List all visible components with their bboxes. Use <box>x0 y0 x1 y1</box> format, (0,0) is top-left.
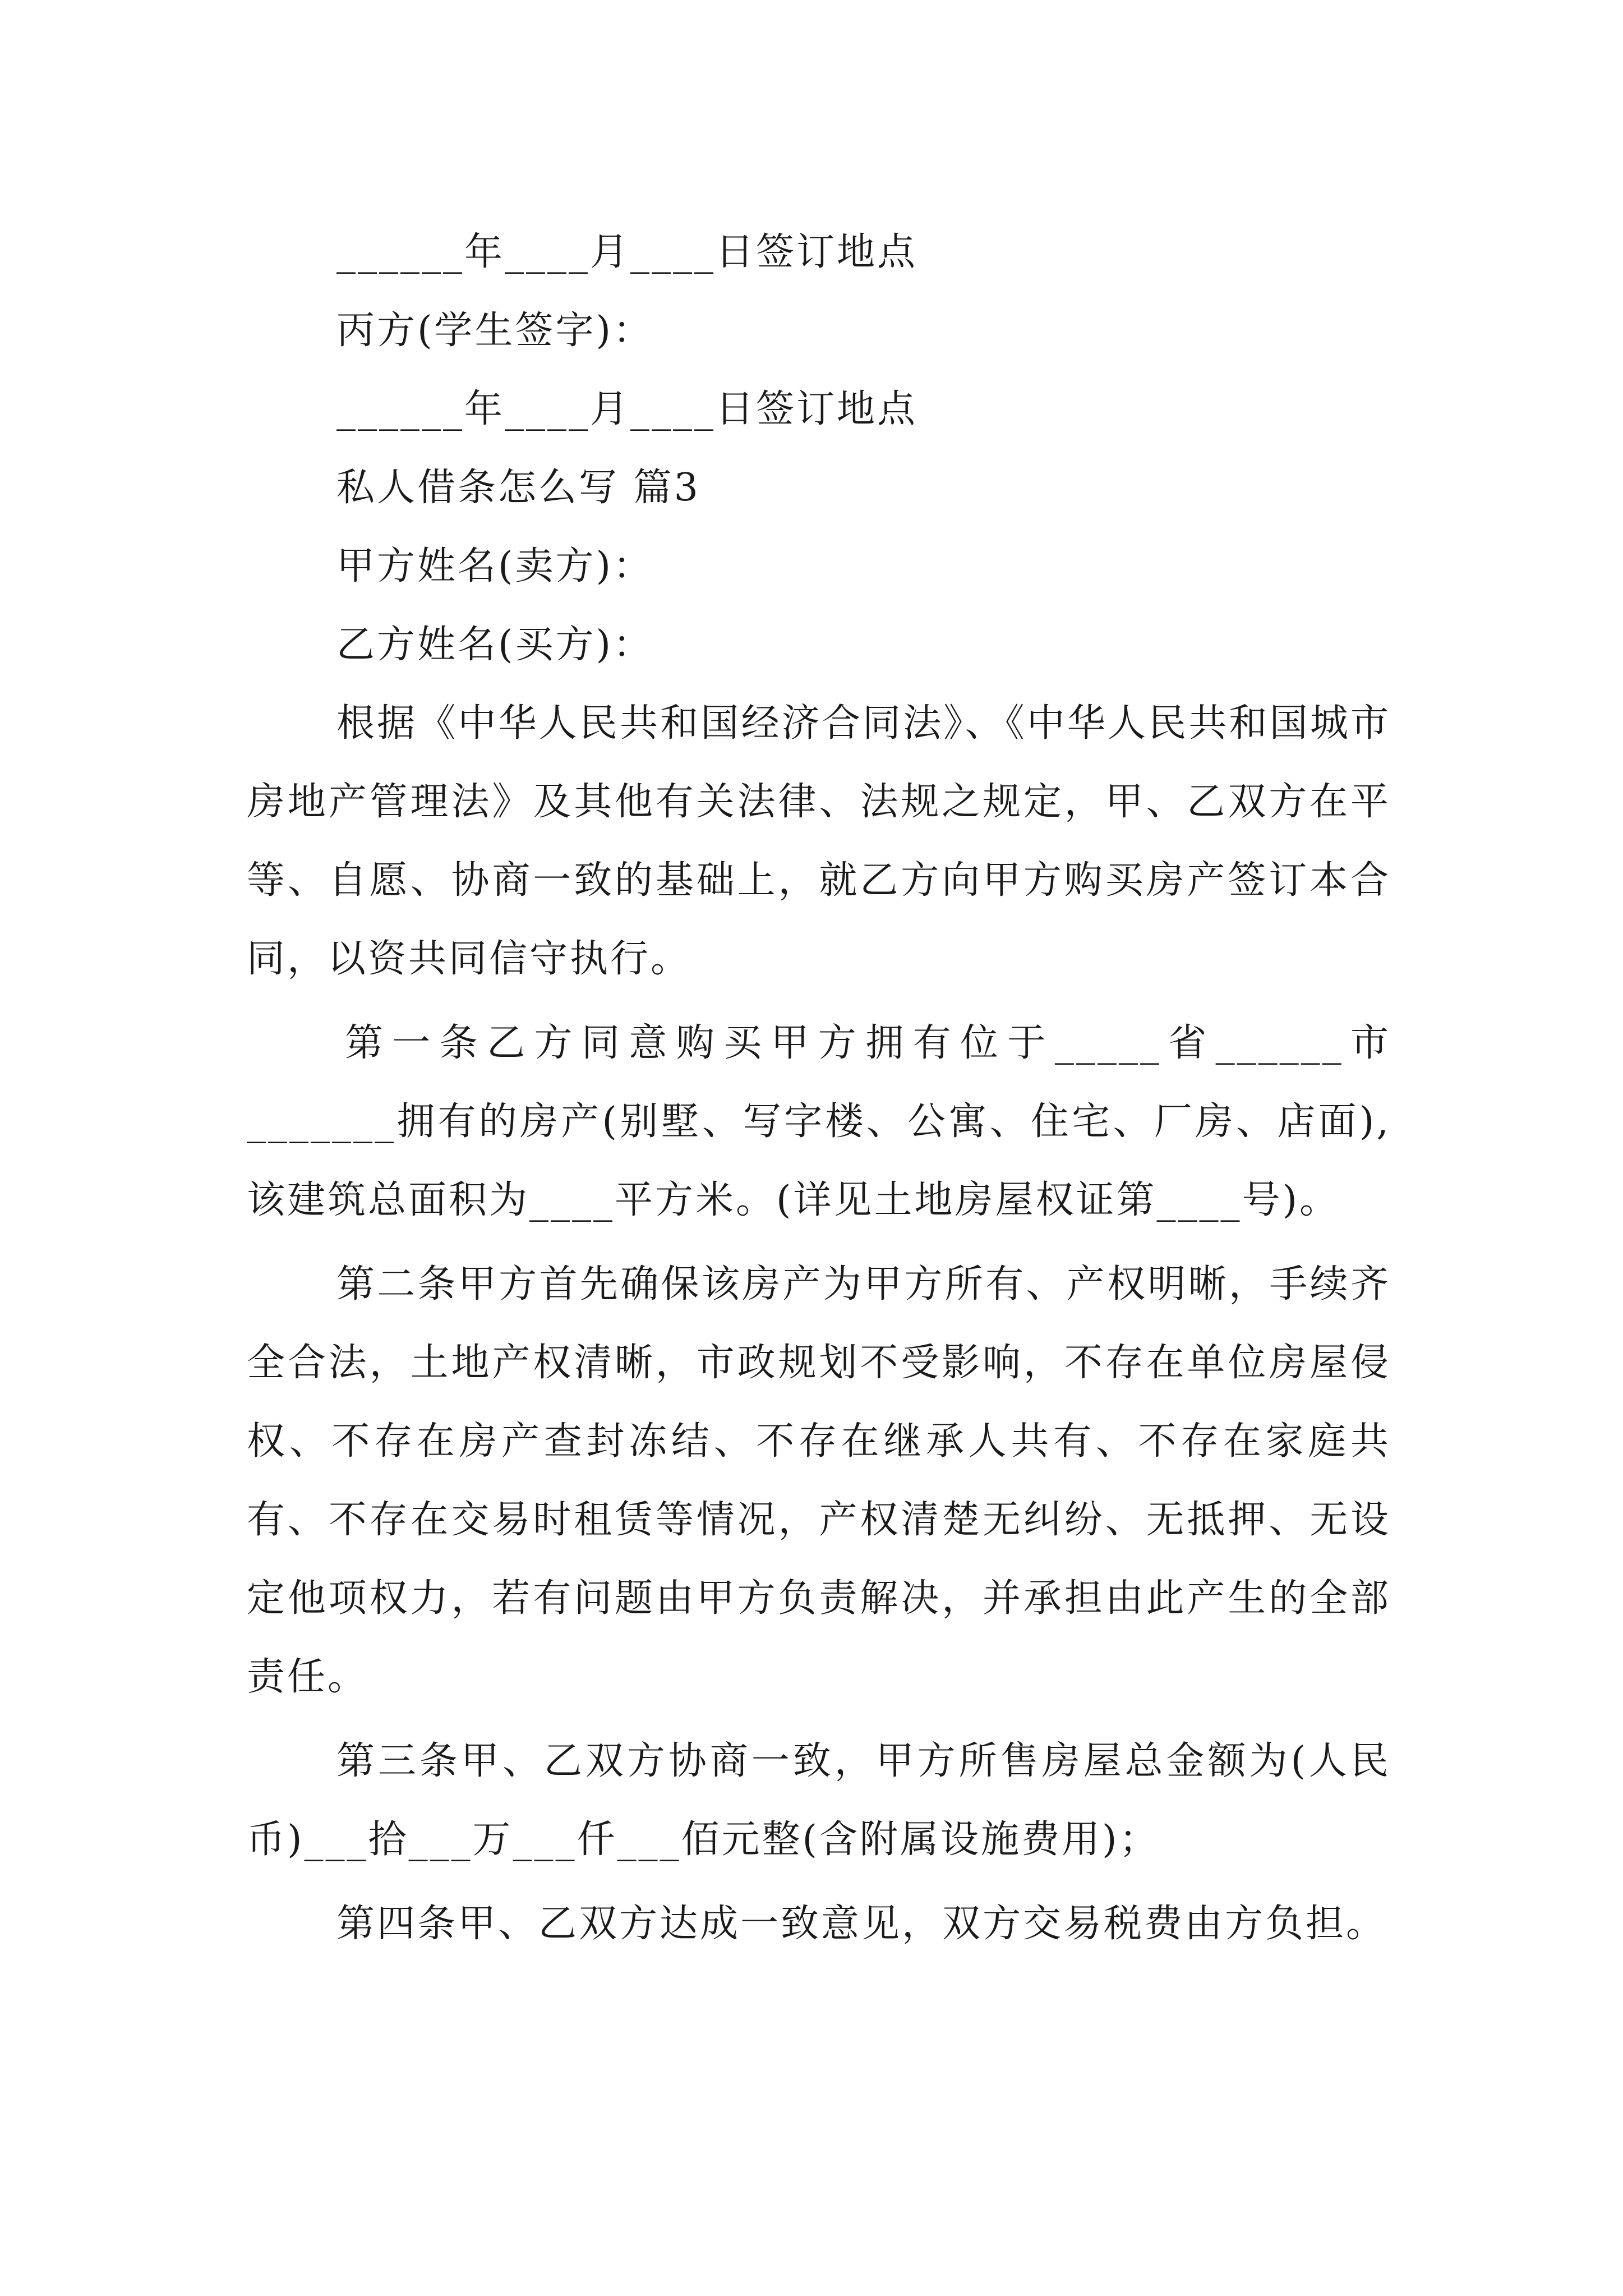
intro-paragraph: 根据《中华人民共和国经济合同法》、《中华人民共和国城市房地产管理法》及其他有关法律、法规之规定，甲、乙双方在平等、自愿、协商一致的基础上，就乙方向甲方购买房产签订本合同，以资共同信守执行。 <box>247 701 1391 981</box>
party-a-name-line: 甲方姓名(卖方)： <box>336 544 654 588</box>
article-1-paragraph: 第一条乙方同意购买甲方拥有位于_____省______市_______拥有的房产(别墅、写字楼、公寓、住宅、厂房、店面),该建筑总面积为____平方米。(详见土地房屋权证第____号)。 <box>247 1021 1391 1222</box>
paragraph-gap <box>247 1240 1391 1245</box>
article-4-paragraph: 第四条甲、乙双方达成一致意见，双方交易税费由方负担。 <box>336 1902 1387 1946</box>
section-heading: 私人借条怎么写 篇3 <box>336 466 700 510</box>
paragraph-gap <box>247 999 1391 1004</box>
paragraph-gap <box>247 1717 1391 1722</box>
paragraph-gap <box>247 1879 1391 1885</box>
signing-date-place-line: ______年____月____日签订地点 <box>336 230 918 274</box>
article-3-paragraph: 第三条甲、乙双方协商一致，甲方所售房屋总金额为(人民币)___拾___万___仟___佰元整(含附属设施费用)； <box>247 1739 1391 1862</box>
signing-date-place-line-2: ______年____月____日签订地点 <box>336 387 918 431</box>
party-b-name-line: 乙方姓名(买方)： <box>336 623 654 667</box>
party-c-signature-line: 丙方(学生签字)： <box>336 309 654 353</box>
document-body <box>247 213 1391 1963</box>
article-2-paragraph: 第二条甲方首先确保该房产为甲方所有、产权明晰，手续齐全合法，土地产权清晰，市政规划不受影响，不存在单位房屋侵权、不存在房产查封冻结、不存在继承人共有、不存在家庭共有、不存在交易时租赁等情况，产权清楚无纠纷、无抵押、无设定他项权力，若有问题由甲方负责解决，并承担由此产生的全部责任。 <box>247 1262 1391 1699</box>
